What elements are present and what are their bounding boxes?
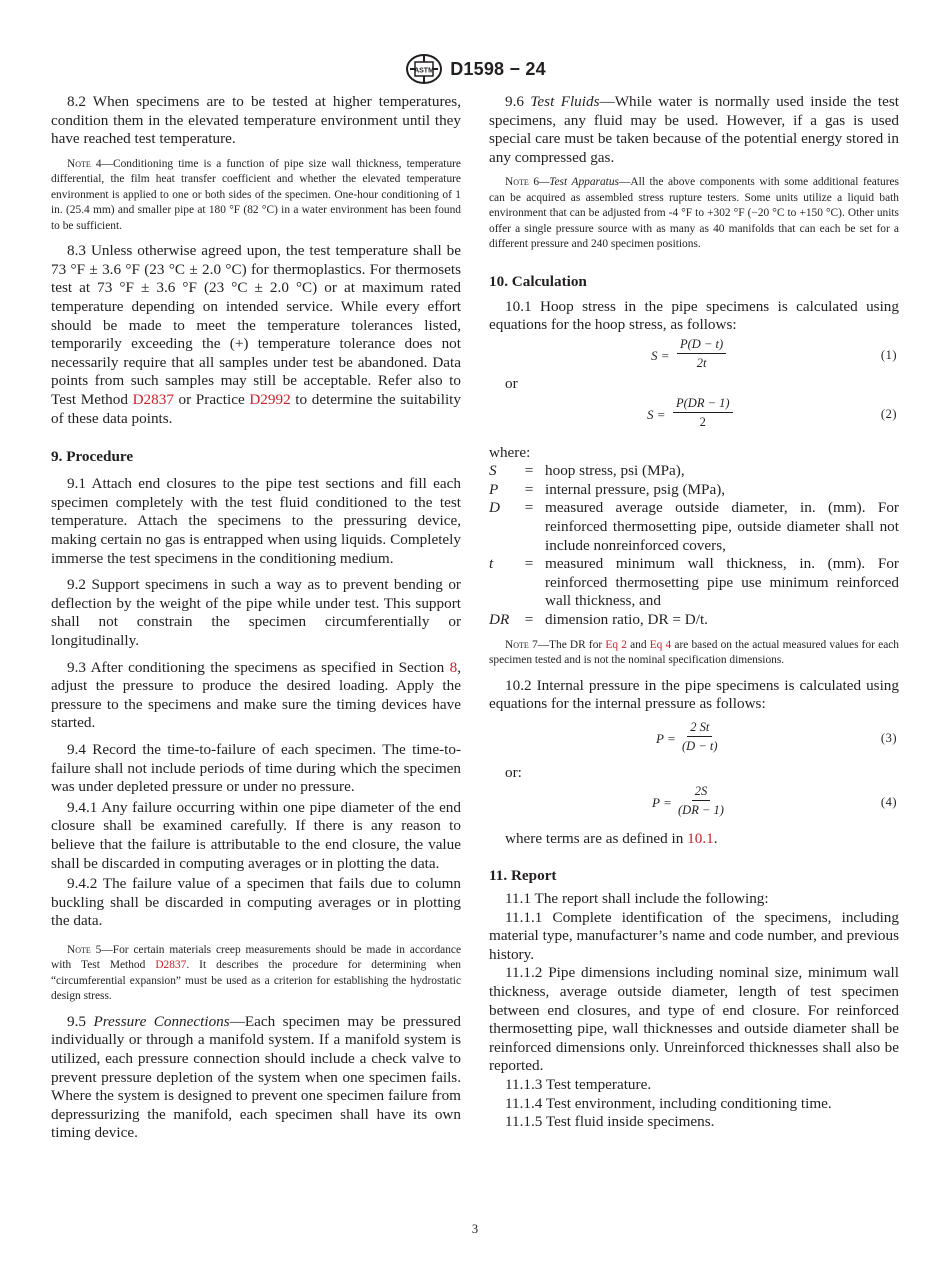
definition-equals: = bbox=[524, 555, 534, 573]
paragraph-9-2: 9.2 Support specimens in such a way as to prevent bending or deflection by the weight of the pipe while under test. This support shall not constrain the specimen circumferentially or longitudinally. bbox=[51, 576, 461, 649]
definitions-table bbox=[489, 462, 899, 629]
page-number: 3 bbox=[471, 1222, 479, 1236]
equation-4-fraction bbox=[678, 784, 724, 818]
paragraph-9-5-number: 9.5 bbox=[67, 1012, 94, 1030]
definition-row bbox=[489, 462, 899, 481]
paragraph-9-6-number: 9.6 bbox=[505, 93, 531, 110]
equation-3-denominator: (D − t) bbox=[682, 738, 718, 753]
paragraph-8-3-text-a: 8.3 Unless otherwise agreed upon, the test temperature shall be 73 °F ± 3.6 °F (23 °C ± 2.0 °C) for thermoplastics. For thermosets test at 73 °F ± 3.6 °F (23 °C ± 2.0 °C) or at maximum rated temperature depending on intended service. While every effort should be made to meet the temperature tolerances listed, temporarily exceeding the (+) temperature tolerance does not necessarily require that all samples under test be abandoned. Data points from such samples may still be acceptable. Refer also to Test Method bbox=[51, 242, 461, 409]
paragraph-8-3-text-c: to determine the suitability of these data points. bbox=[51, 391, 461, 427]
note-5-label: Note 5 bbox=[67, 943, 102, 956]
standard-designation: D1598 − 24 bbox=[450, 58, 546, 79]
paragraph-11-1-1: 11.1.1 Complete identification of the specimens, including material type, manufacturer’s name and code number, and previous history. bbox=[489, 908, 899, 963]
note-7-label: Note 7 bbox=[505, 638, 538, 651]
paragraph-9-4: 9.4 Record the time-to-failure of each specimen. The time-to-failure shall not include periods of time during which the specimen was under depleted pressure or under no pressure. bbox=[51, 740, 461, 796]
equation-4-label: (4) bbox=[880, 795, 897, 810]
equation-4-denominator: (DR − 1) bbox=[678, 803, 724, 818]
where-terms-text-b: . bbox=[713, 830, 718, 848]
paragraph-9-6-title: Test Fluids bbox=[530, 93, 600, 110]
note-5-text-b: . It describes the procedure for determining when “circumferential expansion” must be used as a criterion for establishing the hydrostatic design stress. bbox=[51, 959, 461, 1003]
equation-3-numerator: 2 St bbox=[687, 720, 712, 737]
equation-3-label: (3) bbox=[880, 730, 897, 745]
paragraph-8-3 bbox=[51, 242, 461, 428]
note-5 bbox=[51, 943, 461, 1005]
definition-equals: = bbox=[524, 480, 534, 498]
section-heading-report: 11. Report bbox=[489, 866, 557, 884]
section-heading-procedure: 9. Procedure bbox=[51, 448, 134, 466]
note-7-text-c: are based on the actual measured values for each specimen tested and is not the nominal specification dimensions. bbox=[489, 638, 900, 667]
paragraph-8-3-text-b: or Practice bbox=[173, 391, 250, 409]
link-eq-2[interactable]: Eq 2 bbox=[605, 638, 627, 651]
link-d2837-note5[interactable]: D2837 bbox=[155, 959, 187, 972]
definition-symbol: t bbox=[489, 555, 494, 573]
equation-3-fraction bbox=[682, 720, 718, 754]
paragraph-11-1-4: 11.1.4 Test environment, including conditioning time. bbox=[505, 1094, 832, 1112]
definition-symbol: P bbox=[489, 480, 499, 498]
note-6 bbox=[489, 175, 899, 253]
paragraph-9-3-text-a: 9.3 After conditioning the specimens as specified in Section bbox=[67, 658, 450, 676]
equation-3 bbox=[489, 718, 899, 764]
equation-4-numerator: 2S bbox=[692, 784, 711, 801]
section-heading-calculation: 10. Calculation bbox=[489, 272, 587, 290]
logo-text: ASTM bbox=[414, 67, 435, 75]
equation-2-numerator: P(DR − 1) bbox=[673, 396, 733, 413]
definition-text: measured minimum wall thickness, in. (mm). For reinforced thermosetting pipe use minimum reinforced wall thickness, and bbox=[545, 555, 899, 610]
equation-3-lhs: P = bbox=[656, 730, 676, 746]
where-terms-defined bbox=[489, 830, 899, 849]
equation-4 bbox=[489, 782, 899, 826]
note-4-label: Note 4 bbox=[67, 157, 102, 170]
left-column bbox=[51, 93, 461, 1143]
note-7-text-a: —The DR for bbox=[537, 638, 606, 651]
equation-1-label: (1) bbox=[880, 348, 897, 363]
right-column bbox=[489, 93, 899, 1132]
paragraph-11-1-3: 11.1.3 Test temperature. bbox=[505, 1075, 652, 1093]
equation-connector-or: or bbox=[505, 375, 518, 393]
link-10-1[interactable]: 10.1 bbox=[687, 830, 714, 848]
note-6-label: Note 6 bbox=[505, 176, 540, 189]
note-5-text-a: —For certain materials creep measurements should be made in accordance with Test Method bbox=[51, 943, 461, 972]
equation-2-lhs: S = bbox=[647, 406, 666, 422]
equation-2-denominator: 2 bbox=[699, 414, 706, 429]
equation-2 bbox=[489, 394, 899, 438]
equation-1-lhs: S = bbox=[651, 348, 670, 364]
definition-equals: = bbox=[524, 499, 534, 517]
where-terms-text-a: where terms are as defined in bbox=[505, 830, 688, 848]
definition-equals: = bbox=[524, 611, 534, 628]
where-label: where: bbox=[489, 443, 531, 461]
definition-symbol: DR bbox=[489, 611, 510, 628]
link-d2992[interactable]: D2992 bbox=[249, 391, 291, 409]
paragraph-9-5-text: —Each specimen may be pressured individually or through a manifold system. If a manifold system is utilized, each pressure connection should include a check valve to prevent pressure depletion of the system when one specimen fails. Where the system is designed to prevent one specimen failure from depressurizing the manifold, each specimen shall have its own timing device. bbox=[51, 1012, 462, 1142]
definition-row bbox=[489, 481, 899, 500]
definition-text: dimension ratio, DR = D/t. bbox=[545, 611, 708, 628]
paragraph-11-1: 11.1 The report shall include the following: bbox=[505, 889, 769, 907]
note-6-text: —All the above components with some additional features can be acquired as assembled stress rupture testers. Some units utilize a liquid bath environment that can be adjusted from -4 °F to +302 °F (−20 °C to +150 °C). Other units offer a single pressure source with as many as 40 manifolds that can each be set for a different pressure and 240 specimen positions. bbox=[489, 176, 899, 251]
paragraph-9-5-title: Pressure Connections bbox=[93, 1012, 230, 1030]
equation-connector-or-colon: or: bbox=[505, 763, 522, 781]
equation-2-label: (2) bbox=[880, 406, 897, 421]
equation-1-denominator: 2t bbox=[696, 356, 707, 371]
note-7-text-b: and bbox=[626, 638, 650, 651]
paragraph-9-1: 9.1 Attach end closures to the pipe test sections and fill each specimen completely with the test fluid conditioned to the test temperature. Attach the specimens to the pressuring device, making certain no gas is entrapped when using liquids. Completely immerse the test specimens in the conditioning medium. bbox=[51, 475, 461, 567]
paragraph-9-4-1: 9.4.1 Any failure occurring within one pipe diameter of the end closure shall be examined carefully. If there is any reason to believe that the failure is attributable to the end closure, the value shall be discarded in computing averages or in plotting the data. bbox=[51, 798, 461, 872]
equation-1 bbox=[489, 335, 899, 375]
paragraph-9-6 bbox=[489, 93, 899, 167]
paragraph-10-2: 10.2 Internal pressure in the pipe specimens is calculated using equations for the internal pressure as follows: bbox=[489, 676, 899, 713]
link-d2837[interactable]: D2837 bbox=[132, 391, 174, 409]
equation-1-numerator: P(D − t) bbox=[677, 337, 726, 354]
astm-logo-icon bbox=[404, 53, 444, 85]
equation-4-lhs: P = bbox=[652, 795, 672, 811]
definition-text: internal pressure, psig (MPa), bbox=[545, 480, 726, 498]
note-7 bbox=[489, 638, 899, 669]
equation-2-fraction bbox=[673, 396, 733, 430]
definition-symbol: S bbox=[489, 462, 497, 480]
link-eq-4[interactable]: Eq 4 bbox=[649, 638, 672, 651]
definition-text: hoop stress, psi (MPa), bbox=[545, 462, 685, 480]
definition-text: measured average outside diameter, in. (mm). For reinforced thermosetting pipe, outside diameter shall not include nonreinforced covers, bbox=[545, 499, 899, 554]
paragraph-8-2: 8.2 When specimens are to be tested at higher temperatures, condition them in the elevated temperature environment until they have reached test temperature. bbox=[51, 93, 461, 148]
definition-symbol: D bbox=[489, 499, 500, 517]
definition-row bbox=[489, 499, 899, 555]
paragraph-9-3 bbox=[51, 659, 461, 733]
paragraph-9-6-text: —While water is normally used inside the test specimens, any fluid may be used. However, if a gas is used special care must be taken because of the potential energy stored in any compressed gas. bbox=[489, 93, 899, 166]
paragraph-10-1: 10.1 Hoop stress in the pipe specimens is calculated using equations for the hoop stress, as follows: bbox=[489, 297, 899, 334]
note-4-text: —Conditioning time is a function of pipe size wall thickness, temperature differential, the film heat transfer coefficient and whether the elevated temperature environment is applied to one or both sides of the specimen. One-hour conditioning of 1 in. (25.4 mm) and smaller pipe at 180 °F (82 °C) in a water environment has been found to be sufficient. bbox=[51, 157, 461, 232]
definition-row bbox=[489, 555, 899, 611]
link-section-8[interactable]: 8 bbox=[449, 658, 458, 676]
paragraph-9-4-2: 9.4.2 The failure value of a specimen that fails due to column buckling shall be discarded in computing averages or in plotting the data. bbox=[51, 875, 461, 930]
paragraph-11-1-2: 11.1.2 Pipe dimensions including nominal size, minimum wall thickness, average outside diameter, length of test specimen between end closures, and type of end closure. For reinforced thermosetting pipe, wall thicknesses and outside diameter shall be reinforced dimensions only. Unreinforced thicknesses shall also be reported. bbox=[489, 964, 899, 1075]
note-4 bbox=[51, 157, 461, 235]
page-header bbox=[0, 52, 950, 86]
definition-row bbox=[489, 611, 899, 630]
paragraph-9-5 bbox=[51, 1013, 461, 1143]
equation-1-fraction bbox=[677, 337, 726, 371]
paragraph-9-3-text-b: , adjust the pressure to produce the desired loading. Apply the pressure to the specimens and make sure the timing devices have started. bbox=[51, 658, 461, 732]
paragraph-11-1-5: 11.1.5 Test fluid inside specimens. bbox=[505, 1113, 715, 1131]
definition-equals: = bbox=[524, 462, 534, 480]
note-6-title: —Test Apparatus bbox=[539, 176, 619, 189]
